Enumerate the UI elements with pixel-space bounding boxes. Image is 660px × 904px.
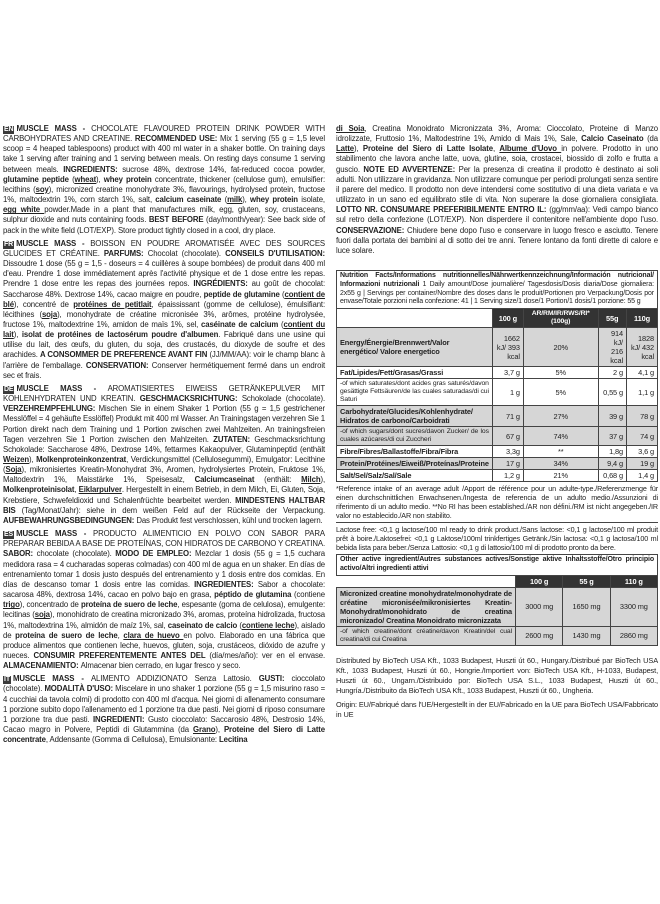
text-run: glutamine peptide [3,174,73,184]
text-run: Das Produkt fest verschlossen, kühl und trocken lagern. [136,515,323,525]
text-run: ALIMENTO ADDIZIONATO Senza Lattosio. [90,674,259,684]
text-run: contient du lait [3,319,325,340]
text-run: Almacenar bien cerrado, en lugar fresco y seco. [80,661,241,671]
language-badge: EN [4,126,14,133]
nutrition-cell-v110: 78 g [626,406,657,427]
text-run: Molkenproteinkonzentrat [36,455,127,464]
nutrition-cell-v100: 71 g [492,406,523,427]
text-run: whey protein [250,195,302,205]
text-run: , espesante (goma de celulosa), emulgente: lecitinas ( [3,600,325,620]
text-run: INGREDIENTI: [93,714,148,724]
text-run: Sabor a chocolate: sacarosa 48%, dextrosa 14%, cacao en polvo bajo en grasa, [3,579,325,600]
text-run: ( [239,620,242,630]
col-110g: 110g [626,309,657,328]
other-ingredient-row [337,626,658,645]
text-run: Mix 1 serving (55 g = 1,5 level scoop = 4 heaped tablespoons) product with 400 ml water in a shaker bottle. On training days take 1 serving after training and 1 serving between meals. On resting days consume 1 serving between meals. [3,134,325,174]
text-run: NOTE ED AVVERTENZE: [363,164,459,174]
text-run: MODO DE EMPLEO: [115,549,195,559]
text-run: egg white [3,205,45,215]
nutrition-row [337,446,658,458]
language-section-en [3,124,325,236]
nutrition-cell-ri: 5% [523,379,598,406]
text-run: Milch [301,475,321,485]
text-run: Gusto cioccolato: Saccarosio 48%, Destrosio 14%, Cacao magro in Polvere, Peptidi di Glutammina (da [3,714,325,735]
text-run: (contiene [293,590,325,600]
nutrition-cell-label: -of which saturates/dont acides gras saturés/davon gesättigte Fettsäuren/de las cuales saturadas/di cui Saturi [337,379,493,406]
text-run: Molkenproteinisolat [3,485,75,495]
text-run: (gg/mm/aa): Vedi campo bianco sul retro della confezione (LOT/EXP). Non disperdere il contenitore nell'ambiente dopo l'uso. [336,205,658,225]
text-run: A CONSOMMER DE PREFERENCE AVANT FIN [39,350,210,360]
text-run: MUSCLE MASS - [16,124,92,133]
text-run: ), [320,475,325,485]
nutrition-cell-v55: 37 g [598,427,626,446]
text-run: en polvo. Elaborado en una fábrica que produce alimentos que contienen leche, huevos, gluten, soja, crustáceos, dióxido de azufre y nueces. [3,630,326,660]
text-run: ), micronized creatine monohydrate 3%, flavourings, hydrolysed protein, fructose 1%, maltodextrin 1%, corn starch 1%, salt, [3,184,325,205]
other-col-55g: 55 g [563,575,610,587]
nutrition-cell-v55: 9,4 g [598,458,626,470]
text-run: Calciumcaseinat [194,475,265,485]
text-run: ), concentré de [13,299,74,309]
nutrition-row [337,367,658,379]
text-run: , Verdickungsmittel (Cellulosegummi), Emulgator: Lecithine ( [3,455,325,475]
text-run: cioccolato (chocolate). [3,674,325,694]
text-run: CONSERVATION: [85,360,152,370]
other-cell-label: -of which creatine/dont créatine/davon Kreatin/del cual creatina/di cui Creatina [337,626,516,645]
text-run: soja [34,610,50,620]
text-run: ( [282,289,285,299]
italian-continued-text [336,124,658,256]
other-cell-label: Micronized creatine monohydrate/monohydrate de créatine micronisée/mikronisiertes Kreatin-Monohydrat/monohidrato de creatina micronizado/ Creatina Monoidrato micronizzata [337,587,516,626]
text-run: GUSTI: [258,674,292,684]
col-55g: 55g [598,309,626,328]
text-run: ( [281,319,284,329]
text-run: BEST BEFORE [148,215,207,225]
language-badge: IT [4,676,10,684]
nutrition-cell-v100: 3,3g [492,446,523,458]
text-run: Proteine del Siero di Latte Isolate [362,144,493,154]
nutrition-table [336,270,658,482]
text-run: AROMATISIERTES EIWEISS GETRÄNKEPULVER MIT KOHLENHYDRATEN UND KREATIN. [3,383,325,404]
text-run: Mischen Sie in einem Shaker 1 Portion (55 g = 1,5 gestrichener Messlöffel = 4 gehäufte Esslöffel) Produkt mit 400 ml Wasser. An Trainingstagen verzehren Sie 1 Portion direkt nach dem Training und 1 Portion zwischen zwei Mahlzeiten. An trainingsfreien Tagen verzehren Sie 1 Portion zwischen den Mahlzeiten. [3,404,325,444]
language-section-de [3,384,325,526]
text-run: ), concentrado de [19,600,81,610]
other-cell-v100: 2600 mg [516,626,563,645]
nutrition-cell-label: Salt/Sel/Salz/Sal/Sale [337,470,493,482]
text-run: MODALITÀ D'USO: [44,684,116,694]
text-run: (da [647,134,658,144]
distributor-text: Distributed by BioTech USA Kft., 1033 Budapest, Huszti út 60., Hungary./Distribué par BioTech USA Kft., 1033 Budapest, Huszti út 60., Hongrie./Importiert von: BioTech USA Kft., H-1033, Budapest, Huszti út 60., Ungarn./Distribuido por: BioTech USA S.L., 1033 Budapest, Huszti út 60., Hungría./Distribuito da BioTech USA Kft., 1033 Budapest, Huszti út 60., Ungheria. [336,655,658,695]
text-run: soja [41,309,58,319]
text-run: , [117,630,124,640]
nutrition-row [337,406,658,427]
language-badge: DE [4,385,14,393]
text-run: ), [96,174,104,184]
text-run: RECOMMENDED USE: [134,134,221,144]
text-run: Chiudere bene dopo l'uso e conservare in luogo fresco e asciutto. Tenere fuori dalla portata dei bambini al di sotto dei tre anni. Tenere lontano da fonti dirette di calore e luce solare. [336,225,658,255]
text-run: VERZEHREMPFEHLUNG: [3,404,99,414]
text-run: MUSCLE MASS - [16,529,93,539]
other-cell-v110: 2860 mg [610,626,657,645]
nutrition-row [337,427,658,446]
text-run: ZUTATEN: [213,434,255,444]
other-ingredients-title: Other active ingredient/Autres substances actives/Sonstige aktive Inhaltsstoffe/Otro principio activo/Altri ingredienti attivi [337,555,658,576]
nutrition-cell-v110: 1828 kJ/ 432 kcal [626,328,657,367]
text-run: MINDESTENS HALTBAR BIS [3,495,325,515]
other-ingredients-table [336,554,658,646]
nutrition-cell-label: Fat/Lipides/Fett/Grasas/Grassi [337,367,493,379]
nutrition-cell-ri: 74% [523,427,598,446]
nutrition-cell-v110: 74 g [626,427,657,446]
text-run: , [74,485,79,495]
text-run: Geschmacksrichtung Schokolade: Saccharose 48%, Dextrose 14%, fettarmes Kakaopulver, Glutaminpeptid (enthält [3,434,326,454]
left-column [3,124,325,748]
other-col-110g: 110 g [610,575,657,587]
other-cell-v55: 1430 mg [563,626,610,645]
language-section-fr [3,239,325,381]
reference-intake-note: *Reference intake of an average adult /Apport de référence pour un adulte-type./Referenzmenge für einen durchschnittlichen Erwachsenen./Ingesta de referencia de un adulto medio./Assunzioni di riferimento di un adulto medio. **No RI has been established./AR non défini./RM ist nicht angegeben./IR valor no establecido./AR non stabilito. [336,484,658,521]
text-run: (día/mes/año): ver en el envase. [209,650,325,660]
nutrition-row [337,470,658,482]
text-run: Weizen [3,455,29,464]
nutrition-header [337,271,658,309]
text-run: Chocolat (chocolate). [147,248,226,258]
text-run: BOISSON EN POUDRE AROMATISÉE AVEC DES SOURCES GLUCIDES ET CRÉATINE. [3,238,325,258]
nutrition-cell-v110: 4,1 g [626,367,657,379]
text-run: (day/month/year): See back side of pack in the white field (LOT/EXP). Store product tightly closed in a cool, dry place. [3,215,325,235]
nutrition-cell-label: -of which sugars/dont sucres/davon Zucker/ de los cuales azúcares/di cui Zuccheri [337,427,493,446]
nutrition-header-details: 1 Daily amount/Dose journalière/ Tagesdosis/Dosis diaria/Dose giornaliera: 2x55 g | Servings per container/Nombre des doses dans le produit/Portionen pro Verpackung/Dosis por envase/Totale porzioni nella confezione: 41 | 1 Serving size/1 dose/1 Portion/1 dosis/1 porzione: 55 g [340,280,654,306]
text-run: protéines de petitlait [73,299,152,309]
text-run: Per la presenza di creatina il prodotto è destinato ai soli adulti. Non utilizzare in gravidanza. Non utilizzare comunque per periodi prolungati senza sentire il parere del medico. Il prodotto non deve intendersi come sostitutivo di una dieta variata e va utilizzato in un sano ed equilibrato stile di vita. Non superare la dose giornaliera consigliata. [336,164,658,205]
text-run: (JJ/MM/AA): voir le champ blanc à l'arrière de l'emballage. [3,350,325,370]
nutrition-column-headers [337,309,658,328]
nutrition-row [337,458,658,470]
text-run: contient de blé [3,289,326,309]
text-run: INGRÉDIENTS: [193,279,252,289]
text-run: chocolate (chocolate). [36,549,116,559]
text-run: MUSCLE MASS - [16,383,108,393]
text-run: CONSUMIR PREFERENTEMENTE ANTES DEL [33,650,210,660]
text-run: clara de huevo [123,630,184,640]
language-section-it [3,674,325,745]
text-run: , épaississant (gomme de cellulose), émulsifiant: lécithines ( [3,299,326,319]
text-run: GESCHMACKSRICHTUNG: [139,394,242,404]
nutrition-cell-v55: 914 kJ/ 216 kcal [598,328,626,367]
text-run: contiene leche [241,620,295,630]
nutrition-cell-ri: ** [523,446,598,458]
text-run: PRODUCTO ALIMENTICIO EN POLVO CON SABOR PARA PREPARAR BEBIDA A BASE DE PROTEÍNAS, CON HIDRATOS DE CARBONO Y CREATINA. [3,529,325,549]
text-run: ALMACENAMIENTO: [3,661,81,671]
nutrition-cell-v100: 17 g [492,458,523,470]
text-run: (Tag/Monat/Jahr): siehe in dem weißen Feld auf der Rückseite der Verpackung. [21,505,326,515]
origin-text: Origin: EU/Fabriqué dans l'UE/Hergestellt in der EU/Fabricado en la UE para BioTech USA/Fabbricato in UE [336,699,658,719]
text-run: peptide de glutamine [203,289,282,299]
nutrition-cell-ri: 27% [523,406,598,427]
lactose-note: Lactose free: <0,1 g lactose/100 ml ready to drink product./Sans lactose: <0,1 g lactose/100 ml produit prêt à boire./Laktosefrei: <0,1 g Laktose/100ml trinkfertiges Getränk./Sin lactosa: <0,1 g lactosa/100 ml bebida lista para beber./Senza Lattosio: <0,1 g di lattosio/100 ml di prodotto pronto da bere. [336,522,658,552]
nutrition-cell-v55: 39 g [598,406,626,427]
nutrition-cell-ri: 21% [523,470,598,482]
right-column [336,124,658,720]
other-cell-v100: 3000 mg [516,587,563,626]
text-run: . Hergestellt in einem Betrieb, in dem Milch, Ei, Gluten, Soja, Krebstiere, Schwefeldioxid und Schalenfrüchte bearbeitet werden. [3,485,325,505]
text-run: INGREDIENTS: [63,164,123,174]
text-run: isolat de protéines de lactosérum poudre d'albumen [21,330,219,340]
text-run: , [492,144,500,154]
blank-header-cell [337,309,493,328]
text-run: Albume d'Uovo [499,144,562,154]
blank-header-cell [337,575,516,587]
text-run: AUFBEWAHRUNGSBEDINGUNGEN: [3,515,137,525]
text-run: ), monohidrato de creatina micronizado 3%, aromas, proteína hidrolizada, fructosa 1%, maltodextrina 1%, almidón de maíz 1%, sal, [3,610,325,630]
text-run: ), [29,455,37,464]
nutrition-cell-v110: 3,6 g [626,446,657,458]
other-ingredient-row [337,587,658,626]
text-run: Lecitina [219,735,248,745]
text-run: Soja [5,465,22,475]
text-run: Calcio Caseinato [581,134,648,144]
text-run: powder.Made in a plant that manufactures milk, egg, gluten, soy, crustaceans, sulphur dioxide and nuts containing foods. [3,205,325,225]
text-run: péptido de glutamina [214,590,294,600]
text-run: calcium caseinate [155,195,225,205]
text-run: au goût de chocolat: Saccharose 48%. Dextrose 14%, cacao maigre en poudre, [3,279,325,299]
text-run: PARFUMS: [103,248,148,258]
nutrition-cell-label: Carbohydrate/Glucides/Kohlenhydrate/ Hidratos de carbono/Carboidrati [337,406,493,427]
text-run: ), [354,144,363,154]
text-run: whey protein [103,174,155,184]
text-run: ), [13,330,22,340]
text-run: trigo [3,600,20,610]
text-run: isolate, [301,195,325,205]
text-run: CONSERVAZIONE: [336,225,407,235]
language-badge: ES [4,531,14,539]
text-run: Conserver hermétiquement fermé dans un endroit sec et frais. [3,360,325,380]
other-cell-v110: 3300 mg [610,587,657,626]
nutrition-cell-v55: 0,68 g [598,470,626,482]
text-run: Proteine del Siero di Latte concentrate [3,725,325,745]
nutrition-cell-label: Fibre/Fibres/Ballastoffe/Fibra/Fibra [337,446,493,458]
text-run: ), mikronisiertes Kreatin-Monohydrat 3%, Aromen, hydrolysiertes Protein, Fruktose 1%, Maltodextrin 1%, Maisstärke 1%, Speisesalz, [3,465,325,485]
text-run: sucrose 48%, dextrose 14%, fat-reduced cocoa powder, [122,164,325,174]
text-run: , Creatina Monoidrato Micronizzata 3%, Aroma: Cioccolato, Proteine di Manzo idrolizzate, Fruttosio 1%, Maltodestrine 1%, Amido di Mais 1%, Sale, [336,124,658,144]
text-run: proteína de suero de leche [80,600,178,610]
nutrition-header-title: Nutrition Facts/Informations nutritionnelles/Nährwertkennzeichnung/Información nutricional/ Informazioni nutrizionali [340,272,654,288]
col-ri: AR/RM/IR/RWS/RI*(100g) [523,309,598,328]
text-run: proteína de suero de leche [15,630,118,640]
language-section-es [3,529,325,671]
text-run: ( [224,195,228,205]
text-run: LOTTO NR. CONSUMARE PREFERIBILMENTE ENTRO IL: [336,205,550,215]
text-run: Latte [336,144,355,154]
text-run: (enthält: [264,475,302,485]
nutrition-row [337,379,658,406]
text-run: soy [35,184,49,194]
nutrition-cell-v100: 1 g [492,379,523,406]
text-run: ), monohydrate de créatine micronisée 3%, arômes, protéine hydrolysée, fructose 1%, maltodextrine 1%, amidon de maïs 1%, sel, [3,309,325,329]
text-run: CHOCOLATE FLAVOURED PROTEIN DRINK POWDER WITH CARBOHYDRATES AND CREATINE. [3,124,325,144]
text-run: Mezclar 1 dosis (55 g = 1,5 cuchara medidora rasa = 4 cucharadas soperas colmadas) con 400 ml de agua en un shaker. En días de entrenamiento tomar 1 dosis justo después del entrenamiento y 1 dosis entre dos comidas. En días de descanso tomar 1 dosis entre las comidas. [3,549,325,589]
text-run: ( [72,174,75,184]
text-run: SABOR: [3,549,37,559]
nutrition-cell-v110: 1,1 g [626,379,657,406]
text-run: . Fabriqué dans une usine qui utilise du lait, des œufs, du gluten, du soja, des crustacés, du dioxyde de soufre et des arachides. [3,330,325,360]
other-cell-v55: 1650 mg [563,587,610,626]
text-run: , Addensante (Gomma di Cellulosa), Emulsionante: [45,735,219,745]
text-run: Eiklarpulver [78,485,122,495]
nutrition-cell-ri: 5% [523,367,598,379]
nutrition-cell-ri: 20% [523,328,598,367]
text-run: caseinato de calcio [167,620,240,630]
text-run: milk [227,195,243,205]
nutrition-cell-v100: 1,2 g [492,470,523,482]
col-100g: 100 g [492,309,523,328]
text-run: di Soia [336,124,365,133]
text-run: concentrate, thickener (cellulose gum), emulsifier: lecithins ( [3,174,326,194]
other-col-100g: 100 g [516,575,563,587]
nutrition-cell-v55: 0,55 g [598,379,626,406]
nutrition-cell-v100: 67 g [492,427,523,446]
nutrition-row [337,328,658,367]
nutrition-cell-v55: 1,8g [598,446,626,458]
nutrition-cell-v110: 1,4 g [626,470,657,482]
language-badge: FR [4,240,14,248]
nutrition-cell-ri: 34% [523,458,598,470]
nutrition-cell-v110: 19 g [626,458,657,470]
text-run: Grano [193,725,216,735]
nutrition-cell-label: Protein/Protéines/Eiweiß/Proteínas/Proteine [337,458,493,470]
nutrition-cell-label: Energy/Énergie/Brennwert/Valor energético/ Valore energetico [337,328,493,367]
text-run: MUSCLE MASS - [12,674,91,684]
nutrition-cell-v55: 2 g [598,367,626,379]
nutrition-cell-v100: 3,7 g [492,367,523,379]
text-run: ), [242,195,251,205]
text-run: CONSEILS D'UTILISATION: [225,248,325,258]
text-run: Miscelare in uno shaker 1 porzione (55 g = 1,5 misurino raso = 4 cucchiai da tavola colmi) di prodotto con 400 ml d'acqua. Nei giorni di allenamento consumare 1 porzione subito dopo l'allenamento ed 1 porzione tra due pasti. Nei giorni di riposo consumare 1 porzione tra due pasti. [3,684,326,724]
text-run: MUSCLE MASS - [16,238,91,248]
text-run: wheat [74,174,97,184]
text-run: Schokolade (chocolate). [241,394,326,404]
text-run: ), aislado de [3,620,326,640]
nutrition-cell-v100: 1662 kJ/ 393 kcal [492,328,523,367]
text-run: caséinate de calcium [201,319,282,329]
text-run: Dissoudre 1 dose (55 g = 1,5 - doseurs = 4 cuillères à soupe bombées) de produit dans 400 ml d'eau. Prendre 1 dose immédiatement après l'activité physique et de 1 dose entre les repas. Prendre 1 dose entre les repas des journées repos. [3,259,325,289]
text-run: in polvere. Prodotto in uno stabilimento che lavora anche latte, uova, glutine, soia, crostacei, biossido di zolfo e frutta a guscio. [336,144,658,174]
text-run: ), [215,725,224,735]
text-run: INGREDIENTES: [194,579,258,589]
